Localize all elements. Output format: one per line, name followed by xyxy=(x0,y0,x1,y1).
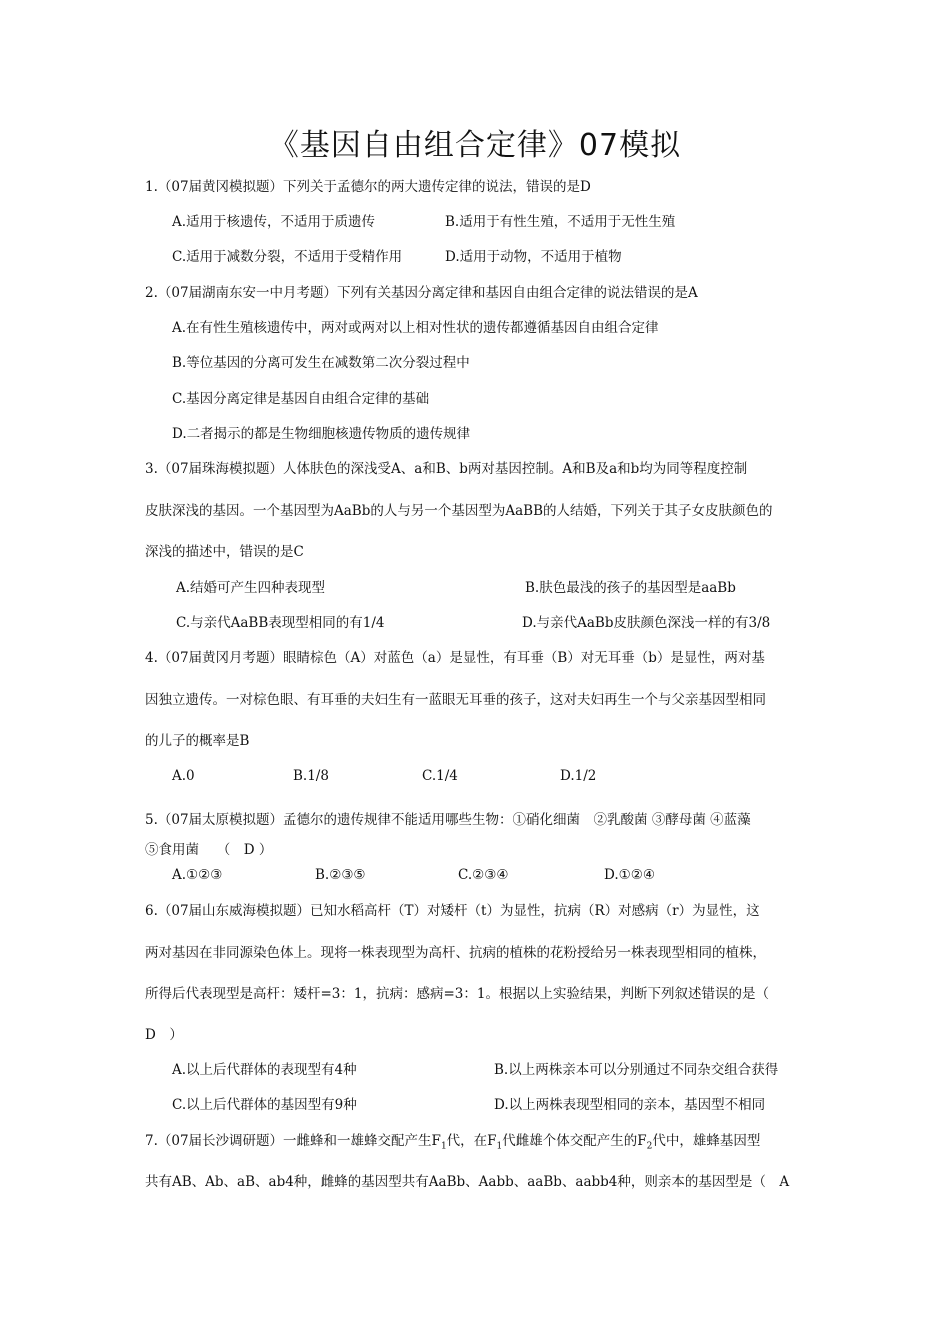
question-6-stem-line-2: 两对基因在非同源染色体上。现将一株表现型为高杆、抗病的植株的花粉授给另一株表现型相同的植株， xyxy=(145,945,766,961)
question-5-stem-line-2: ⑤食用菌 （ D ） xyxy=(145,842,273,858)
question-3-option-d: D.与亲代AaBb皮肤颜色深浅一样的有3/8 xyxy=(522,615,771,631)
document-title: 《基因自由组合定律》07模拟 xyxy=(268,128,682,163)
question-6-option-d: D.以上两株表现型相同的亲本，基因型不相同 xyxy=(494,1097,766,1113)
question-5-stem-line-1: 5.（07届太原模拟题）孟德尔的遗传规律不能适用哪些生物：①硝化细菌 ②乳酸菌 ③酵母菌 ④蓝藻 xyxy=(145,812,751,828)
question-3-stem-line-1: 3.（07届珠海模拟题）人体肤色的深浅受A、a和B、b两对基因控制。A和B及a和b均为同等程度控制 xyxy=(145,461,748,477)
question-6-option-c: C.以上后代群体的基因型有9种 xyxy=(172,1097,357,1113)
question-4-stem-line-3: 的儿子的概率是B xyxy=(145,733,250,749)
question-4-stem-line-2: 因独立遗传。一对棕色眼、有耳垂的夫妇生有一蓝眼无耳垂的孩子，这对夫妇再生一个与父亲基因型相同 xyxy=(145,692,766,708)
question-2-option-d: D.二者揭示的都是生物细胞核遗传物质的遗传规律 xyxy=(172,426,471,442)
question-1-option-d: D.适用于动物，不适用于植物 xyxy=(445,249,622,265)
question-1-option-b: B.适用于有性生殖，不适用于无性生殖 xyxy=(445,214,676,230)
question-4-stem-line-1: 4.（07届黄冈月考题）眼睛棕色（A）对蓝色（a）是显性，有耳垂（B）对无耳垂（b）是显性，两对基 xyxy=(145,650,765,666)
question-7-stem-line-2: 共有AB、Ab、aB、ab4种，雌蜂的基因型共有AaBb、Aabb、aaBb、aabb4种，则亲本的基因型是（ A xyxy=(145,1174,790,1190)
question-3-option-b: B.肤色最浅的孩子的基因型是aaBb xyxy=(525,580,736,596)
question-6-stem-line-1: 6.（07届山东威海模拟题）已知水稻高杆（T）对矮杆（t）为显性，抗病（R）对感病（r）为显性，这 xyxy=(145,903,760,919)
question-2-option-b: B.等位基因的分离可发生在减数第二次分裂过程中 xyxy=(172,355,470,371)
question-4-option-b: B.1/8 xyxy=(293,768,329,784)
question-6-option-b: B.以上两株亲本可以分别通过不同杂交组合获得 xyxy=(494,1062,779,1078)
question-4-option-c: C.1/4 xyxy=(422,768,458,784)
question-5-option-b: B.②③⑤ xyxy=(315,867,366,883)
question-3-stem-line-2: 皮肤深浅的基因。一个基因型为AaBb的人与另一个基因型为AaBB的人结婚，下列关于其子女皮肤颜色的 xyxy=(145,503,773,519)
question-3-option-c: C.与亲代AaBB表现型相同的有1/4 xyxy=(176,615,385,631)
question-1-option-a: A.适用于核遗传，不适用于质遗传 xyxy=(172,214,376,230)
question-6-stem-line-4: D ） xyxy=(145,1027,183,1043)
question-4-option-d: D.1/2 xyxy=(560,768,597,784)
question-2-stem: 2.（07届湖南东安一中月考题）下列有关基因分离定律和基因自由组合定律的说法错误的是A xyxy=(145,285,698,301)
question-2-option-c: C.基因分离定律是基因自由组合定律的基础 xyxy=(172,391,430,407)
question-5-option-d: D.①②④ xyxy=(604,867,655,883)
question-2-option-a: A.在有性生殖核遗传中，两对或两对以上相对性状的遗传都遵循基因自由组合定律 xyxy=(172,320,659,336)
question-3-option-a: A.结婚可产生四种表现型 xyxy=(176,580,326,596)
question-6-option-a: A.以上后代群体的表现型有4种 xyxy=(172,1062,357,1078)
question-3-stem-line-3: 深浅的描述中，错误的是C xyxy=(145,544,304,560)
question-5-option-a: A.①②③ xyxy=(172,867,223,883)
question-5-option-c: C.②③④ xyxy=(458,867,509,883)
question-7-stem-line-1: 7.（07届长沙调研题）一雌蜂和一雄蜂交配产生$F_1$代，在$F_1$代雌雄个体交配产生的$F_2$代中，雄蜂基因型 xyxy=(145,1133,761,1152)
question-4-option-a: A.0 xyxy=(172,768,195,784)
question-6-stem-line-3: 所得后代表现型是高杆：矮杆=3：1，抗病：感病=3：1。根据以上实验结果，判断下列叙述错误的是（ xyxy=(145,986,769,1002)
question-1-stem: 1.（07届黄冈模拟题）下列关于孟德尔的两大遗传定律的说法，错误的是D xyxy=(145,179,591,195)
question-1-option-c: C.适用于减数分裂，不适用于受精作用 xyxy=(172,249,403,265)
